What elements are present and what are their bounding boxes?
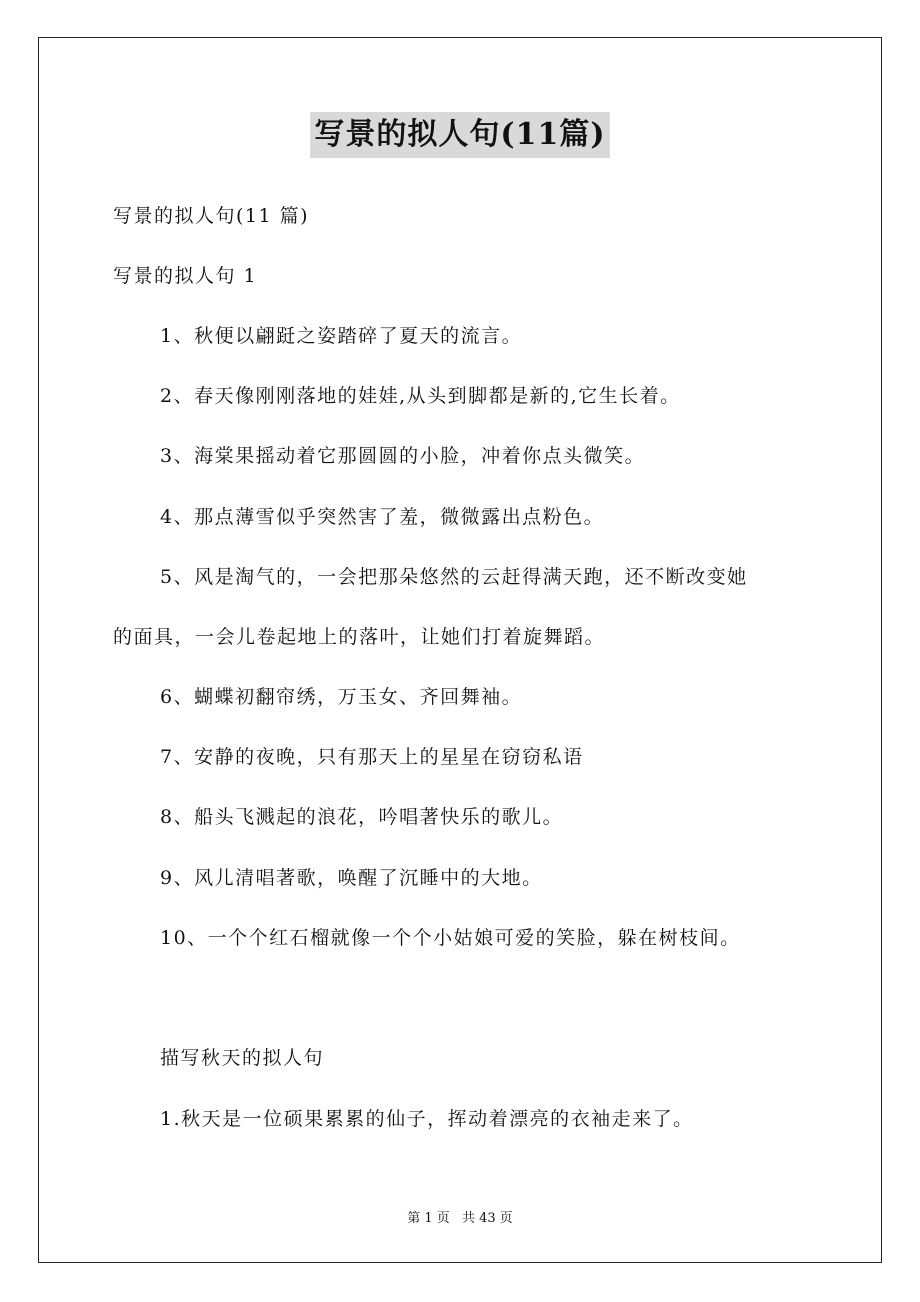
- section-heading: 写景的拟人句 1: [113, 265, 258, 287]
- document-subtitle: 写景的拟人句(11 篇): [113, 205, 310, 227]
- section-heading: 描写秋天的拟人句: [160, 1047, 325, 1069]
- paragraph: 6、蝴蝶初翻帘绣，万玉女、齐回舞袖。: [160, 686, 523, 708]
- paragraph: 5、风是淘气的，一会把那朵悠然的云赶得满天跑，还不断改变她: [160, 566, 748, 588]
- document-title: 写景的拟人句(11篇): [310, 112, 609, 158]
- paragraph: 1、秋便以翩跹之姿踏碎了夏天的流言。: [160, 325, 523, 347]
- paragraph: 10、一个个红石榴就像一个个小姑娘可爱的笑脸，躲在树枝间。: [160, 927, 741, 949]
- page-total: 共 43 页: [461, 1211, 513, 1226]
- paragraph: 4、那点薄雪似乎突然害了羞，微微露出点粉色。: [160, 506, 605, 528]
- paragraph: 9、风儿清唱著歌，唤醒了沉睡中的大地。: [160, 867, 543, 889]
- paragraph: 1.秋天是一位硕果累累的仙子，挥动着漂亮的衣袖走来了。: [160, 1108, 694, 1130]
- paragraph: 8、船头飞溅起的浪花，吟唱著快乐的歌儿。: [160, 806, 564, 828]
- paragraph-continuation: 的面具，一会儿卷起地上的落叶，让她们打着旋舞蹈。: [113, 626, 606, 648]
- title-container: [0, 112, 920, 158]
- page-footer: [0, 1207, 920, 1226]
- paragraph: 2、春天像刚刚落地的娃娃,从头到脚都是新的,它生长着。: [160, 385, 681, 407]
- paragraph: 3、海棠果摇动着它那圆圆的小脸，冲着你点头微笑。: [160, 445, 646, 467]
- page-number: 第 1 页: [407, 1211, 450, 1226]
- paragraph: 7、安静的夜晚，只有那天上的星星在窃窃私语: [160, 746, 584, 768]
